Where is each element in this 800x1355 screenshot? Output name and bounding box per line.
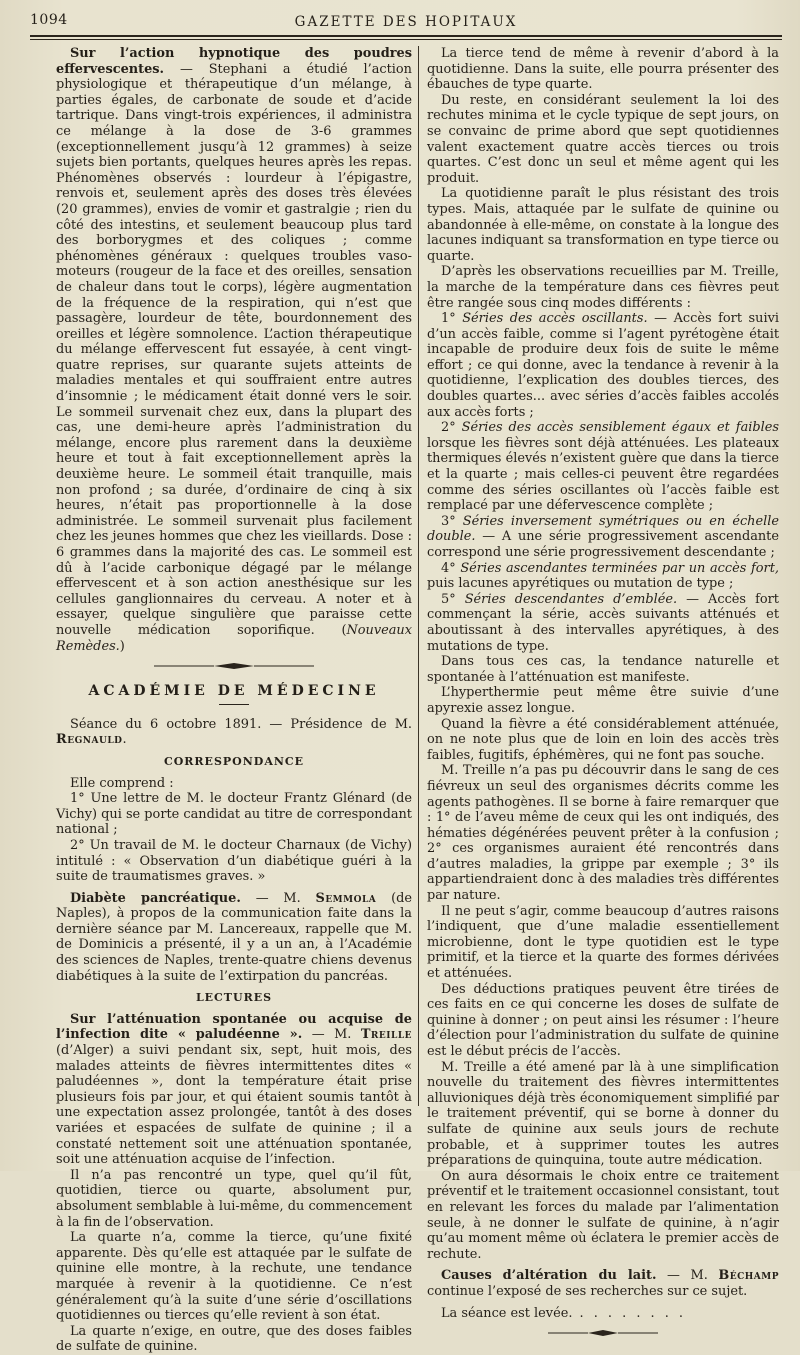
series-title: Séries descendantes d’emblée.: [464, 591, 678, 607]
paragraph: L’hyperthermie peut même être suivie d’une apyrexie assez longue.: [427, 685, 779, 716]
item-number: 2°: [441, 420, 462, 436]
series-item-5: [427, 592, 779, 654]
closing-text: La séance est levée.: [441, 1305, 573, 1321]
page-number: 1094: [30, 12, 68, 28]
article-title: Diabète pancréatique.: [70, 890, 241, 906]
paragraph: Dans tous ces cas, la tendance naturelle et spontanée à l’atténuation est manifeste.: [427, 654, 779, 685]
item-number: 3°: [441, 513, 463, 529]
lectures-heading: LECTURES: [195, 991, 273, 1005]
leader-dots: . . . . . . . .: [572, 1305, 686, 1321]
article-title: Sur l’action hypnotique des poudres effervescentes.: [56, 46, 412, 77]
author-name: Semmola: [315, 890, 377, 906]
page-header: [30, 8, 782, 36]
dash: — M.: [302, 1027, 361, 1043]
series-body: — Accès fort commençant la série, accès suivants atténués et aboutissant à des intervalles apyrétiques, à des mutations de type.: [427, 591, 779, 654]
seance-closing: [427, 1306, 779, 1322]
series-body: — Accès fort suivi d’un accès faible, comme si l’agent pyrétogène était incapable de produire deux fois de suite le même effort ; ce qui donne, avec la tendance à revenir à la quotidienne, l’explication des doubles tierces, des doubles quartes... avec séries d’accès faibles accolés aux accès forts ;: [427, 311, 779, 420]
author-name: Treille: [360, 1027, 413, 1043]
seance-line: [56, 717, 412, 748]
article-body: (d’Alger) a suivi pendant six, sept, huit mois, des malades atteints de fièvres intermittentes dites « paludéennes », dont la température était prise plusieurs fois par jour, et qui étaient soumis tantôt à une expectation assez prolongée, tantôt à des doses variées et espacées de sulfate de quinine ; il a constaté nettement soit une atténuation spontanée, soit une atténuation acquise de l’infection.: [56, 1043, 412, 1168]
running-title: GAZETTE DES HOPITAUX: [294, 14, 518, 30]
paragraph: La tierce tend de même à revenir d’abord à la quotidienne. Dans la suite, elle pourra présenter des ébauches de type quarte.: [427, 46, 779, 93]
header-rule-thin: [30, 39, 782, 40]
author-name: Béchamp: [718, 1268, 780, 1284]
article-body: — Stephani a étudié l’action physiologique et thérapeutique d’un mélange, à parties égales, de carbonate de soude et d’acide tartrique. Dans vingt-trois expériences, il administra ce mélange à la dose de 3-6 grammes (exceptionnellement jusqu’à 12 grammes) à seize sujets bien portants, quelques heures après les repas. Phénomènes observés : lourdeur à l’épigastre, renvois et, seulement après des doses très élevées (20 grammes), envies de vomir et gastralgie ; rien du côté des intestins, et seulement beaucoup plus tard des borborygmes et des coliques ; comme phénomènes généraux : quelques troubles vaso-moteurs (rougeur de la face et des oreilles, sensation de chaleur dans tout le corps), légère augmentation de la fréquence de la respiration, qui n’est que passagère, lourdeur de tête, bourdonnement des oreilles et légère somnolence. L’action thérapeutique du mélange effervescent fut essayée, à cent vingt-quatre reprises, sur quarante sujets atteints de maladies mentales et qui souffraient entre autres d’insomnie ; le médicament était donné vers le soir. Le sommeil survenait chez eux, dans la plupart des cas, une demi-heure après l’administration du mélange, encore plus rarement dans la deuxième heure et tout à fait exceptionnellement après la deuxième heure. Le sommeil était tranquille, mais non profond ; sa durée, d’ordinaire de cinq à six heures, n’était pas proportionnelle à la dose administrée. Le sommeil survenait plus facilement chez les jeunes hommes que chez les vieillards. Dose : 6 grammes dans la majorité des cas. Le sommeil est dû à l’acide carbonique dégagé par le mélange effervescent et à son action anesthésique sur les cellules ganglionnaires du cerveau. A noter et à essayer, quelque singulière que paraisse cette nouvelle médication soporifique. (: [56, 61, 412, 638]
series-item-4: [427, 561, 779, 592]
paragraph: Des déductions pratiques peuvent être tirées de ces faits en ce qui concerne les doses de sulfate de quinine à donner ; on peut ainsi les résumer : l’heure d’élection pour l’administration du sulfate de quinine est le début précis de l’accès.: [427, 981, 779, 1059]
series-body: puis lacunes apyrétiques ou mutation de type ;: [427, 576, 734, 592]
item-number: 4°: [441, 560, 461, 576]
header-rule-thick: [30, 35, 782, 37]
article-attenuation: [56, 1012, 412, 1168]
paragraph: Du reste, en considérant seulement la loi des rechutes minima et le cycle typique de sept jours, on se convainc de prime abord que sept quotidiennes valent exactement quatre accès tierces ou trois quartes. C’est donc un seul et même agent qui les produit.: [427, 92, 779, 186]
series-item-2: [427, 420, 779, 514]
series-item-3: [427, 514, 779, 561]
correspondance-item-1: 1° Une lettre de M. le docteur Frantz Glénard (de Vichy) qui se porte candidat au titre de correspondant national ;: [56, 791, 412, 838]
series-title: Séries inversement symétriques ou en échelle double.: [427, 513, 779, 545]
right-column: [427, 46, 779, 1347]
article-milk: [427, 1268, 779, 1299]
item-number: 5°: [441, 591, 465, 607]
article-body: (de Naples), à propos de la communication faite dans la dernière séance par M. Lancereaux, rappelle que M. de Dominicis a présenté, il y a un an, à l’Académie des sciences de Naples, trente-quatre chiens devenus diabétiques à la suite de l’extirpation du pancréas.: [56, 890, 412, 984]
series-body: lorsque les fièvres sont déjà atténuées. Les plateaux thermiques élevés n’existent guère que dans la tierce et la quarte ; mais celles-ci peuvent être regardées comme des séries oscillantes où l’accès faible est remplacé par une défervescence complète ;: [427, 435, 779, 514]
series-body: — A une série progressivement ascendante correspond une série progressivement descendante ;: [427, 529, 779, 560]
item-number: 1°: [441, 311, 463, 327]
source-reference: Nouveaux Remèdes.: [56, 622, 412, 654]
comprend-line: Elle comprend :: [70, 775, 174, 791]
article-diabetes: [56, 891, 412, 985]
series-title: Séries des accès sensiblement égaux et faibles: [461, 420, 779, 436]
article-hypnotic-powders: [56, 46, 412, 654]
paragraph: M. Treille n’a pas pu découvrir dans le sang de ces fiévreux un seul des organismes décrits comme les agents pathogènes. Il se borne à faire remarquer que : 1° de l’aveu même de ceux qui les ont indiqués, des hématies dégénérées peuvent prêter à la confusion ; 2° ces organismes auraient été rencontrés dans d’autres maladies, la grippe par exemple ; 3° ils appartiendraient donc à des maladies très différentes par nature.: [427, 763, 779, 904]
seance-end: .: [122, 732, 127, 748]
paragraph: On aura désormais le choix entre ce traitement préventif et le traitement occasionnel consistant, tout en relevant les forces du malade par l’alimentation seule, à ne donner le sulfate de quinine, à n’agir qu’au moment même où éclatera le premier accès de rechute.: [427, 1168, 780, 1262]
series-title: Séries des accès oscillants.: [462, 311, 648, 327]
dash: — M.: [240, 890, 316, 906]
correspondance-item-2: 2° Un travail de M. le docteur Charnaux (de Vichy) intitulé : « Observation d’un diabétique guéri à la suite de traumatismes graves. »: [56, 837, 412, 885]
closing-paren: ): [119, 638, 125, 654]
paragraph-exige: La quarte n’exige, en outre, que des doses faibles de sulfate de quinine.: [56, 1323, 412, 1355]
paragraph: Quand la fièvre a été considérablement atténuée, on ne note plus que de loin en loin des accès très faibles, fugitifs, éphémères, qui ne font pas souche.: [427, 716, 779, 763]
correspondance-heading: CORRESPONDANCE: [163, 754, 305, 768]
academy-section-title: ACADÉMIE DE MÉDECINE: [88, 683, 380, 700]
paragraph: La quotidienne paraît le plus résistant des trois types. Mais, attaquée par le sulfate de quinine ou abandonnée à elle-même, on constate à la longue des lacunes indiquant sa transformation en type tierce ou quarte.: [427, 186, 779, 264]
paragraph: D’après les observations recueillies par M. Treille, la marche de la température dans ces fièvres peut être rangée sous cinq modes différents :: [427, 264, 779, 311]
ornament-divider: [548, 1329, 658, 1337]
article-title: Sur l’atténuation spontanée ou acquise de l’infection dite « paludéenne ».: [56, 1011, 412, 1043]
paragraph-quarte: La quarte n’a, comme la tierce, qu’une fixité apparente. Dès qu’elle est attaquée par le sulfate de quinine elle montre, à la rechute, une tendance marquée à revenir à la quotidienne. Ce n’est généralement qu’à la suite d’une série d’oscillations quotidiennes ou tierces qu’elle revient à son état.: [56, 1230, 412, 1324]
series-title: Séries ascendantes terminées par un accès fort,: [460, 560, 779, 576]
article-title: Causes d’altération du lait.: [441, 1268, 657, 1284]
president-name: Regnauld: [56, 732, 123, 748]
series-item-1: [427, 311, 779, 420]
short-rule: [219, 704, 249, 705]
ornament-divider: [154, 662, 314, 670]
paragraph: Il ne peut s’agir, comme beaucoup d’autres raisons l’indiquent, que d’une maladie essentiellement microbienne, dont le type quotidien est le type primitif, et la tierce et la quarte des formes dérivées et atténuées.: [427, 903, 779, 982]
paragraph-type: Il n’a pas rencontré un type, quel qu’il fût, quotidien, tierce ou quarte, absolument pur, absolument semblable à lui-même, du commencement à la fin de l’observation.: [56, 1167, 412, 1230]
dash: — M.: [656, 1268, 719, 1284]
paragraph: M. Treille a été amené par là à une simplification nouvelle du traitement des fièvres intermittentes alluvioniques déjà très économiquement simplifié par le traitement préventif, qui se borne à donner du sulfate de quinine aux seuls jours de rechute probable, et à supprimer toutes les autres préparations de quinquina, toute autre médication.: [427, 1059, 779, 1169]
column-divider: [418, 46, 419, 1106]
seance-text: Séance du 6 octobre 1891. — Présidence de M.: [70, 716, 412, 732]
left-column: [56, 46, 412, 1355]
article-body: continue l’exposé de ses recherches sur ce sujet.: [427, 1283, 748, 1299]
